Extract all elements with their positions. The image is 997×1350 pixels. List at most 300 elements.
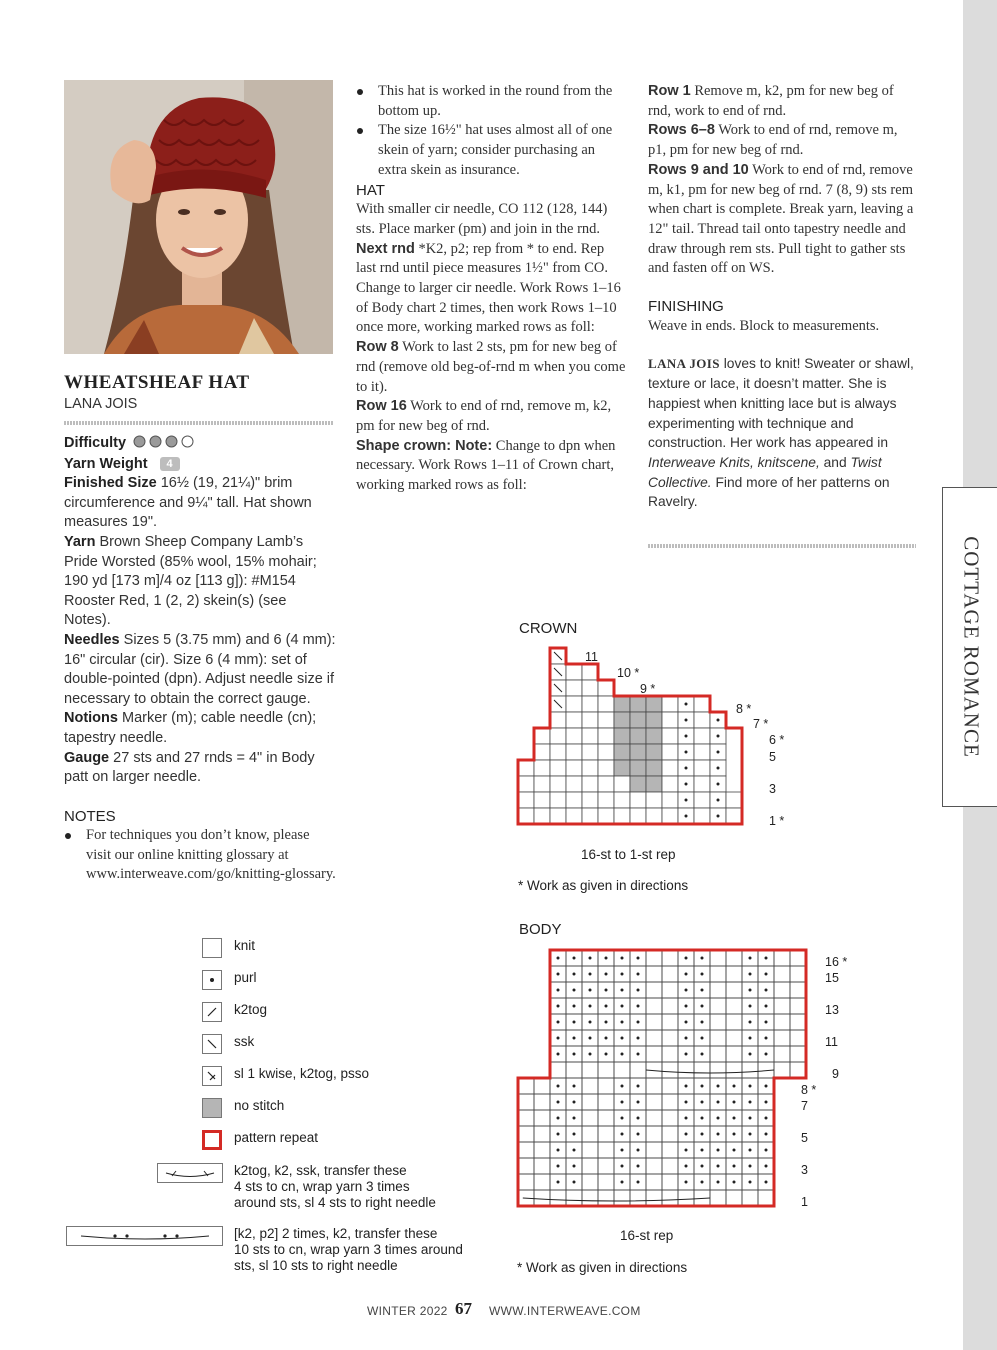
row1-paragraph: Row 1 Remove m, k2, pm for new beg of rnd, work to end of rnd. [648, 83, 894, 119]
purl-dot [621, 1021, 624, 1024]
chart-cell [534, 1158, 550, 1174]
yarn-weight-label: Yarn Weight [64, 455, 148, 472]
purl-dot [717, 1117, 720, 1120]
chart-cell [598, 712, 614, 728]
body-row-label: 11 [825, 1035, 838, 1049]
chart-cell [598, 792, 614, 808]
notes-bullet: This hat is worked in the round from the bottom up. [356, 82, 626, 121]
purl-dot [605, 1037, 608, 1040]
chart-cell [614, 808, 630, 824]
chart-cell [662, 1030, 678, 1046]
chart-cell [630, 728, 646, 744]
cable-wrap-mark [523, 1198, 710, 1201]
purl-dot [733, 1101, 736, 1104]
chart-cell [534, 1094, 550, 1110]
chart-cell [710, 1190, 726, 1206]
purl-dot [685, 1085, 688, 1088]
chart-cell [582, 1126, 598, 1142]
purl-dot [605, 989, 608, 992]
chart-cell [646, 982, 662, 998]
purl-dot [765, 1085, 768, 1088]
footer-issue: WINTER 2022 [367, 1304, 448, 1318]
purl-dot [557, 1165, 560, 1168]
chart-cell [710, 998, 726, 1014]
purl-dot [637, 1005, 640, 1008]
purl-dot [557, 1021, 560, 1024]
chart-cell [726, 950, 742, 966]
purl-dot [685, 815, 688, 818]
crown-row-label: 9 * [640, 682, 656, 696]
chart-cell [598, 1142, 614, 1158]
chart-cell [662, 1174, 678, 1190]
purl-dot [749, 1165, 752, 1168]
key-no-stitch: no stitch [234, 1098, 285, 1113]
chart-cell [630, 760, 646, 776]
chart-cell [598, 1110, 614, 1126]
key-k2tog: k2tog [234, 1002, 268, 1017]
chart-cell [598, 1062, 614, 1078]
purl-dot [701, 1165, 704, 1168]
purl-dot [557, 1085, 560, 1088]
crown-chart [510, 640, 810, 840]
purl-dot [621, 973, 624, 976]
chart-cell [598, 744, 614, 760]
purl-dot [637, 957, 640, 960]
chart-cell [774, 982, 790, 998]
purl-dot [621, 1085, 624, 1088]
chart-cell [518, 776, 534, 792]
chart-cell [550, 744, 566, 760]
chart-cell [646, 792, 662, 808]
purl-dot [717, 735, 720, 738]
chart-cell [646, 728, 662, 744]
cable4-symbol-icon [157, 1163, 223, 1183]
chart-cell [710, 950, 726, 966]
purl-dot [557, 1117, 560, 1120]
purl-dot [573, 973, 576, 976]
body-chart-title: BODY [519, 921, 562, 938]
chart-cell [694, 712, 710, 728]
chart-cell [534, 808, 550, 824]
chart-cell [598, 1094, 614, 1110]
cable10-symbol-icon [66, 1226, 223, 1246]
chart-cell [518, 1110, 534, 1126]
purl-dot [685, 751, 688, 754]
purl-dot [717, 767, 720, 770]
designer-bio: LANA JOIS loves to knit! Sweater or shawl, texture or lace, it doesn’t matter. She is happiest when knitting lace but is always experimenting with technique and construction. Her work has appeared in Interweave Knits, knitscene, and Twist Collective. Find more of her patterns on Ravelry. [648, 356, 914, 510]
chart-cell [662, 1190, 678, 1206]
chart-cell [518, 1078, 534, 1094]
purl-dot [701, 1037, 704, 1040]
chart-cell [710, 1046, 726, 1062]
chart-cell [646, 712, 662, 728]
chart-cell [518, 1126, 534, 1142]
chart-cell [790, 1062, 806, 1078]
chart-cell [518, 1094, 534, 1110]
chart-cell [534, 1174, 550, 1190]
purl-dot [589, 1005, 592, 1008]
chart-cell [566, 1062, 582, 1078]
purl-dot [685, 767, 688, 770]
chart-cell [566, 696, 582, 712]
purl-dot [701, 1117, 704, 1120]
chart-cell [694, 696, 710, 712]
chart-cell [518, 808, 534, 824]
body-repeat-label: 16-st rep [620, 1228, 674, 1243]
knit-symbol-icon [202, 938, 222, 958]
purl-dot [765, 1037, 768, 1040]
crown-row-label: 8 * [736, 702, 752, 716]
chart-cell [582, 776, 598, 792]
chart-cell [582, 760, 598, 776]
purl-dot [573, 1021, 576, 1024]
chart-cell [662, 1094, 678, 1110]
chart-cell [630, 808, 646, 824]
chart-cell [630, 776, 646, 792]
purl-dot [637, 1037, 640, 1040]
yarn-weight-icon [160, 457, 180, 471]
yarn-weight-line [64, 455, 336, 475]
purl-dot [573, 1149, 576, 1152]
chart-cell [518, 1174, 534, 1190]
chart-cell [646, 696, 662, 712]
purl-dot [557, 957, 560, 960]
needles-text: Sizes 5 (3.75 mm) and 6 (4 mm): 16" circular (cir). Size 6 (4 mm): set of double-pointed (dpn). Adjust needle size if necessary to obtain the correct gauge. [64, 631, 336, 707]
chart-cell [534, 1078, 550, 1094]
purl-dot [749, 1149, 752, 1152]
purl-dot [589, 1053, 592, 1056]
purl-dot [701, 1149, 704, 1152]
purl-dot [637, 1101, 640, 1104]
purl-dot [685, 1101, 688, 1104]
purl-dot [717, 783, 720, 786]
chart-cell [582, 744, 598, 760]
purl-dot [573, 989, 576, 992]
chart-cell [614, 1062, 630, 1078]
chart-cell [742, 1062, 758, 1078]
chart-cell [550, 712, 566, 728]
purl-dot [765, 973, 768, 976]
purl-dot [621, 1117, 624, 1120]
purl-dot [557, 1101, 560, 1104]
chart-cell [582, 1110, 598, 1126]
chart-cell [646, 1190, 662, 1206]
purl-dot [733, 1133, 736, 1136]
chart-cell [630, 1190, 646, 1206]
purl-dot [621, 1037, 624, 1040]
purl-dot [637, 973, 640, 976]
purl-dot [589, 989, 592, 992]
chart-cell [646, 1046, 662, 1062]
purl-dot [701, 1053, 704, 1056]
difficulty-label: Difficulty [64, 435, 127, 451]
pattern-repeat-symbol-icon [202, 1130, 222, 1150]
chart-cell [518, 792, 534, 808]
chart-cell [614, 1190, 630, 1206]
purl-dot [717, 815, 720, 818]
body-row-label: 8 * [801, 1083, 817, 1097]
chart-cell [774, 998, 790, 1014]
chart-cell [662, 1126, 678, 1142]
chart-cell [614, 792, 630, 808]
notions-label: Notions [64, 710, 118, 727]
key-cable4-line: k2tog, k2, ssk, transfer these [234, 1163, 407, 1178]
body-note: * Work as given in directions [517, 1260, 688, 1275]
body-row-label: 1 [801, 1195, 808, 1209]
chart-cell [662, 1046, 678, 1062]
chart-cell [710, 1014, 726, 1030]
needles-label: Needles [64, 631, 120, 648]
purl-dot [685, 1037, 688, 1040]
key-pattern-repeat: pattern repeat [234, 1130, 319, 1145]
gauge-text: 27 sts and 27 rnds = 4" in Body patt on larger needle. [64, 749, 315, 786]
purl-dot [765, 1101, 768, 1104]
chart-cell [598, 1126, 614, 1142]
chart-cell [534, 1110, 550, 1126]
chart-cell [662, 1110, 678, 1126]
chart-cell [790, 998, 806, 1014]
chart-cell [726, 792, 742, 808]
crown-row-label: 5 [769, 750, 776, 764]
key-knit: knit [234, 938, 256, 953]
purl-dot [685, 719, 688, 722]
key-cable4-line: around sts, sl 4 sts to right needle [234, 1195, 436, 1210]
purl-dot [557, 1149, 560, 1152]
difficulty-rating-icon [133, 435, 199, 455]
chart-cell [598, 696, 614, 712]
chart-cell [774, 1046, 790, 1062]
chart-cell [646, 1174, 662, 1190]
crown-row-label: 1 * [769, 814, 785, 828]
purl-dot [685, 703, 688, 706]
chart-cell [662, 776, 678, 792]
finishing-text: Weave in ends. Block to measurements. [648, 317, 880, 334]
chart-cell [582, 728, 598, 744]
purl-dot [685, 799, 688, 802]
no-stitch-symbol-icon [202, 1098, 222, 1118]
crown-row-label: 10 * [617, 666, 640, 680]
finished-size-text: 16½ (19, 21¼)" brim circumference and 9¼" tall. Hat shown measures 19". [64, 475, 312, 531]
footer-site: WWW.INTERWEAVE.COM [489, 1304, 641, 1318]
chart-cell [710, 1062, 726, 1078]
purl-dot [685, 1053, 688, 1056]
chart-cell [790, 1046, 806, 1062]
purl-dot [717, 1165, 720, 1168]
purl-dot [573, 1117, 576, 1120]
chart-cell [646, 1126, 662, 1142]
purl-dot [685, 735, 688, 738]
purl-dot [685, 1165, 688, 1168]
body-row-label: 9 [832, 1067, 839, 1081]
purl-dot [573, 1133, 576, 1136]
hat-paragraph: With smaller cir needle, CO 112 (128, 144) sts. Place marker (pm) and join in the rnd. Next rnd *K2, p2; rep from * to end. Rep last rnd until piece measures 1½" from CO. Change to larger cir needle. Work Rows 1–16 of Body chart 2 times, then work Rows 1–10 once more, working marked rows as foll: [356, 201, 621, 336]
notes-bullet [64, 826, 336, 885]
purl-dot [701, 957, 704, 960]
chart-cell [646, 1158, 662, 1174]
instructions-column-3 [648, 82, 918, 512]
purl-dot [765, 1021, 768, 1024]
chart-cell [550, 1062, 566, 1078]
hat-heading: HAT [356, 181, 385, 199]
chart-cell [646, 998, 662, 1014]
finished-size-label: Finished Size [64, 475, 157, 492]
chart-cell [694, 776, 710, 792]
chart-cell [582, 712, 598, 728]
chart-cell [550, 1190, 566, 1206]
crown-row-label: 7 * [753, 717, 769, 731]
chart-cell [662, 1062, 678, 1078]
body-row-label: 16 * [825, 955, 848, 969]
purl-dot [733, 1085, 736, 1088]
chart-cell [758, 1190, 774, 1206]
chart-cell [598, 808, 614, 824]
pattern-title: WHEATSHEAF HAT [64, 372, 250, 393]
key-ssk: ssk [234, 1034, 255, 1049]
chart-cell [566, 792, 582, 808]
chart-cell [598, 1190, 614, 1206]
chart-cell [662, 950, 678, 966]
purl-dot [717, 719, 720, 722]
purl-dot [749, 1117, 752, 1120]
chart-cell [678, 1190, 694, 1206]
purl-dot [621, 1181, 624, 1184]
purl-dot [685, 1181, 688, 1184]
chart-cell [694, 728, 710, 744]
chart-cell [646, 1030, 662, 1046]
chart-cell [726, 966, 742, 982]
notes-bullet: The size 16½" hat uses almost all of one skein of yarn; consider purchasing an extra skein as insurance. [356, 121, 626, 180]
purl-dot [621, 1053, 624, 1056]
chart-cell [694, 808, 710, 824]
purl-dot [765, 1117, 768, 1120]
purl-dot [685, 1005, 688, 1008]
crown-row-label: 3 [769, 782, 776, 796]
purl-dot [717, 1181, 720, 1184]
purl-dot [685, 1149, 688, 1152]
key-sl1: sl 1 kwise, k2tog, psso [234, 1066, 370, 1081]
purl-dot [749, 989, 752, 992]
purl-dot [557, 1181, 560, 1184]
body-row-label: 5 [801, 1131, 808, 1145]
purl-dot [685, 1021, 688, 1024]
chart-cell [630, 792, 646, 808]
chart-cell [582, 1094, 598, 1110]
purl-dot [765, 1053, 768, 1056]
purl-dot [701, 1005, 704, 1008]
pattern-specs [64, 434, 336, 885]
purl-dot [685, 957, 688, 960]
purl-dot [637, 1181, 640, 1184]
chart-cell [646, 776, 662, 792]
chart-cell [694, 760, 710, 776]
purl-dot [749, 1181, 752, 1184]
purl-dot [557, 1053, 560, 1056]
chart-cell [742, 1190, 758, 1206]
crown-chart-title: CROWN [519, 620, 578, 637]
chart-cell [550, 760, 566, 776]
chart-cell [646, 1142, 662, 1158]
chart-cell [550, 808, 566, 824]
chart-cell [646, 808, 662, 824]
row16-paragraph: Row 16 Work to end of rnd, remove m, k2, pm for new beg of rnd. [356, 398, 612, 434]
purl-dot [573, 1037, 576, 1040]
chart-cell [790, 1014, 806, 1030]
purl-dot [749, 1021, 752, 1024]
purl-dot [557, 973, 560, 976]
chart-cell [726, 1014, 742, 1030]
chart-cell [582, 1190, 598, 1206]
chart-cell [646, 1094, 662, 1110]
crown-note: * Work as given in directions [518, 878, 689, 893]
chart-cell [566, 728, 582, 744]
purl-dot [573, 1085, 576, 1088]
purl-dot [637, 1085, 640, 1088]
purl-dot [589, 973, 592, 976]
chart-cell [630, 744, 646, 760]
sl1-k2tog-psso-symbol-icon [202, 1066, 222, 1086]
purl-dot [637, 1149, 640, 1152]
chart-cell [598, 1078, 614, 1094]
chart-cell [662, 1142, 678, 1158]
purl-dot [621, 1005, 624, 1008]
chart-cell [598, 776, 614, 792]
purl-dot [701, 989, 704, 992]
chart-cell [646, 744, 662, 760]
key-cable4-line: 4 sts to cn, wrap yarn 3 times [234, 1179, 410, 1194]
chart-cell [614, 728, 630, 744]
chart-cell [598, 1174, 614, 1190]
chart-cell [614, 712, 630, 728]
instructions-column-2 [356, 82, 626, 496]
purl-dot [701, 1021, 704, 1024]
chart-cell [614, 744, 630, 760]
purl-symbol-icon [202, 970, 222, 990]
chart-cell [662, 1014, 678, 1030]
page-number: 67 [455, 1299, 472, 1318]
chart-cell [774, 950, 790, 966]
key-purl: purl [234, 970, 257, 985]
chart-cell [630, 712, 646, 728]
purl-dot [765, 1149, 768, 1152]
chart-cell [726, 982, 742, 998]
purl-dot [717, 799, 720, 802]
chart-cell [662, 1158, 678, 1174]
purl-dot [605, 1021, 608, 1024]
purl-dot [621, 957, 624, 960]
purl-dot [573, 1165, 576, 1168]
chart-cell [534, 792, 550, 808]
divider [64, 421, 334, 425]
chart-cell [518, 1142, 534, 1158]
chart-cell [566, 712, 582, 728]
row6-8-paragraph: Rows 6–8 Work to end of rnd, remove m, p1, pm for new beg of rnd. [648, 122, 898, 159]
notes-bullet-text: For techniques you don’t know, please visit our online knitting glossary at www.interweave.com/go/knitting-glossary. [86, 827, 336, 883]
chart-cell [662, 728, 678, 744]
chart-cell [710, 1030, 726, 1046]
chart-cell [662, 792, 678, 808]
hat-photo [64, 80, 333, 354]
chart-cell [774, 1062, 790, 1078]
notes-heading: NOTES [64, 807, 116, 825]
chart-cell [726, 1062, 742, 1078]
finishing-heading: FINISHING [648, 298, 724, 316]
purl-dot [749, 1101, 752, 1104]
chart-cell [534, 1190, 550, 1206]
purl-dot [685, 783, 688, 786]
chart-cell [582, 1158, 598, 1174]
chart-cell [710, 966, 726, 982]
chart-cell [646, 760, 662, 776]
